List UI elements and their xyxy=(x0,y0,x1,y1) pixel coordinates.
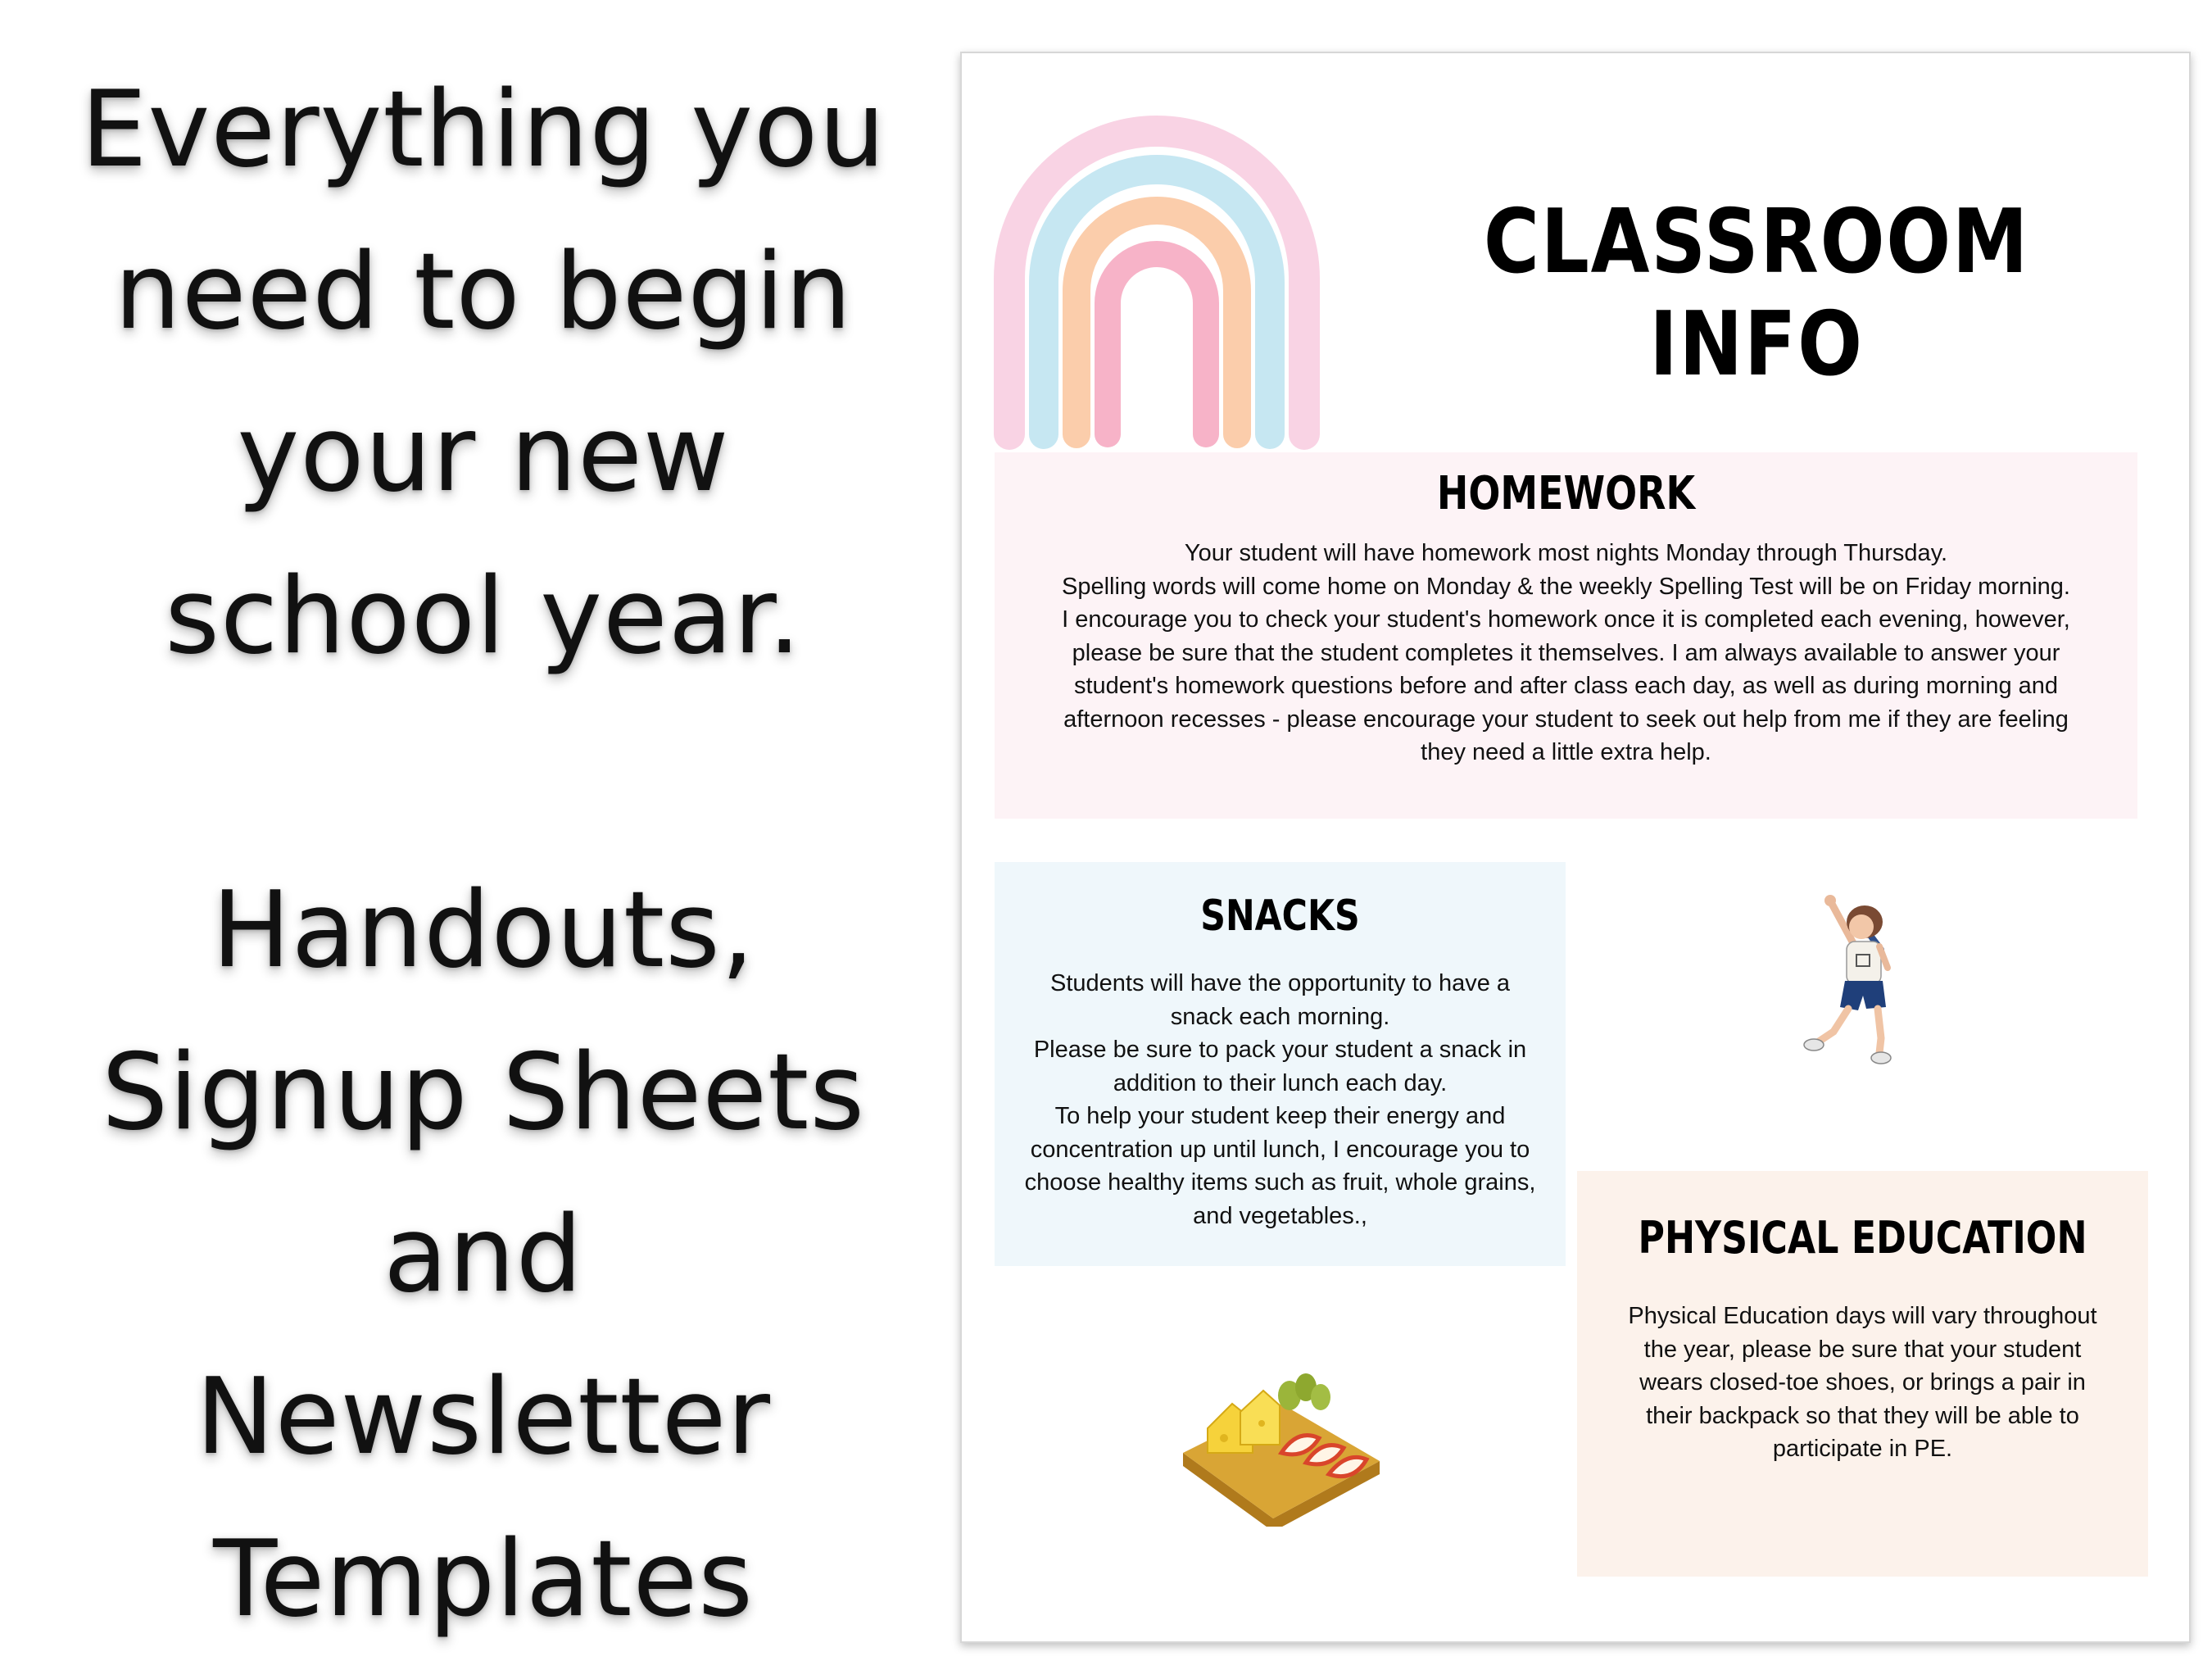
physical-education-body xyxy=(1577,1300,2148,1466)
headline-line-3: your new xyxy=(237,393,730,515)
snacks-line: To help your student keep their energy and xyxy=(1054,1103,1506,1129)
classroom-info-page xyxy=(960,52,2191,1643)
kid-shirt xyxy=(1847,942,1881,984)
homework-heading: HOMEWORK xyxy=(1436,467,1696,520)
snacks-line: Please be sure to pack your student a snack in xyxy=(1033,1037,1527,1063)
subhead-line-1: Handouts, xyxy=(211,869,755,992)
kid-leg-right xyxy=(1878,1009,1881,1053)
snacks-heading: SNACKS xyxy=(1200,892,1360,941)
snacks-line: Students will have the opportunity to have a xyxy=(1049,970,1511,996)
snacks-body xyxy=(995,967,1566,1232)
cheese-hole xyxy=(1258,1420,1265,1427)
homework-line: I encourage you to check your student's homework once it is completed each evening, however, xyxy=(1062,606,2070,633)
homework-line: they need a little extra help. xyxy=(1421,739,1711,765)
headline-line-1: Everything you xyxy=(80,69,886,191)
rainbow-arc-inner xyxy=(1108,254,1206,434)
subhead-line-3: and xyxy=(383,1194,583,1316)
homework-line: Spelling words will come home on Monday & the weekly Spelling Test will be on Friday morning. xyxy=(1062,573,2070,600)
homework-line: Your student will have homework most nights Monday through Thursday. xyxy=(1184,540,1948,566)
pe-line: Physical Education days will vary throughout xyxy=(1628,1303,2097,1329)
subhead-line-5: Templates xyxy=(213,1518,754,1641)
subhead-line-2: Signup Sheets xyxy=(102,1032,865,1154)
kid-face xyxy=(1849,914,1874,939)
grape xyxy=(1311,1384,1330,1410)
rainbow-illustration xyxy=(993,90,1321,451)
snacks-line: snack each morning. xyxy=(1170,1003,1390,1030)
homework-line: please be sure that the student completes it themselves. I am always available to answer your xyxy=(1072,639,2060,666)
cheese-hole xyxy=(1220,1434,1228,1442)
homework-line: student's homework questions before and after class each day, as well as during morning and xyxy=(1073,673,2059,699)
promo-spacer xyxy=(49,698,918,850)
snacks-line: addition to their lunch each day. xyxy=(1113,1069,1448,1096)
snacks-line: and vegetables., xyxy=(1193,1202,1367,1229)
kid-shoe-right xyxy=(1871,1052,1891,1064)
homework-line: afternoon recesses - please encourage your student to seek out help from me if they are feeling xyxy=(1063,706,2069,733)
subhead-line-4: Newsletter xyxy=(196,1356,771,1478)
pe-line: their backpack so that they will be able to xyxy=(1646,1402,2079,1429)
pe-line: the year, please be sure that your student xyxy=(1643,1336,2082,1363)
snacks-line: choose healthy items such as fruit, whole grains, xyxy=(1024,1169,1536,1196)
pe-line: participate in PE. xyxy=(1772,1436,1953,1462)
kid-leg-left xyxy=(1819,1009,1848,1042)
homework-section xyxy=(995,452,2137,819)
cheese-block-2 xyxy=(1240,1391,1280,1445)
jumping-child-illustration xyxy=(1796,886,1902,1074)
headline-line-4: school year. xyxy=(165,556,802,678)
kid-hand xyxy=(1824,895,1836,906)
homework-body xyxy=(995,537,2137,769)
pe-line: wears closed-toe shoes, or brings a pair in xyxy=(1639,1369,2086,1396)
physical-education-heading: PHYSICAL EDUCATION xyxy=(1638,1212,2087,1264)
headline-line-2: need to begin xyxy=(114,231,853,353)
kid-shoe-left xyxy=(1804,1039,1824,1051)
snacks-section xyxy=(995,862,1566,1266)
cheese-fruit-platter-illustration xyxy=(1175,1363,1388,1527)
promo-text xyxy=(49,49,918,1661)
snacks-line: concentration up until lunch, I encourage you to xyxy=(1030,1136,1530,1163)
physical-education-section xyxy=(1577,1171,2148,1577)
page-title: CLASSROOM INFO xyxy=(1483,191,2030,396)
